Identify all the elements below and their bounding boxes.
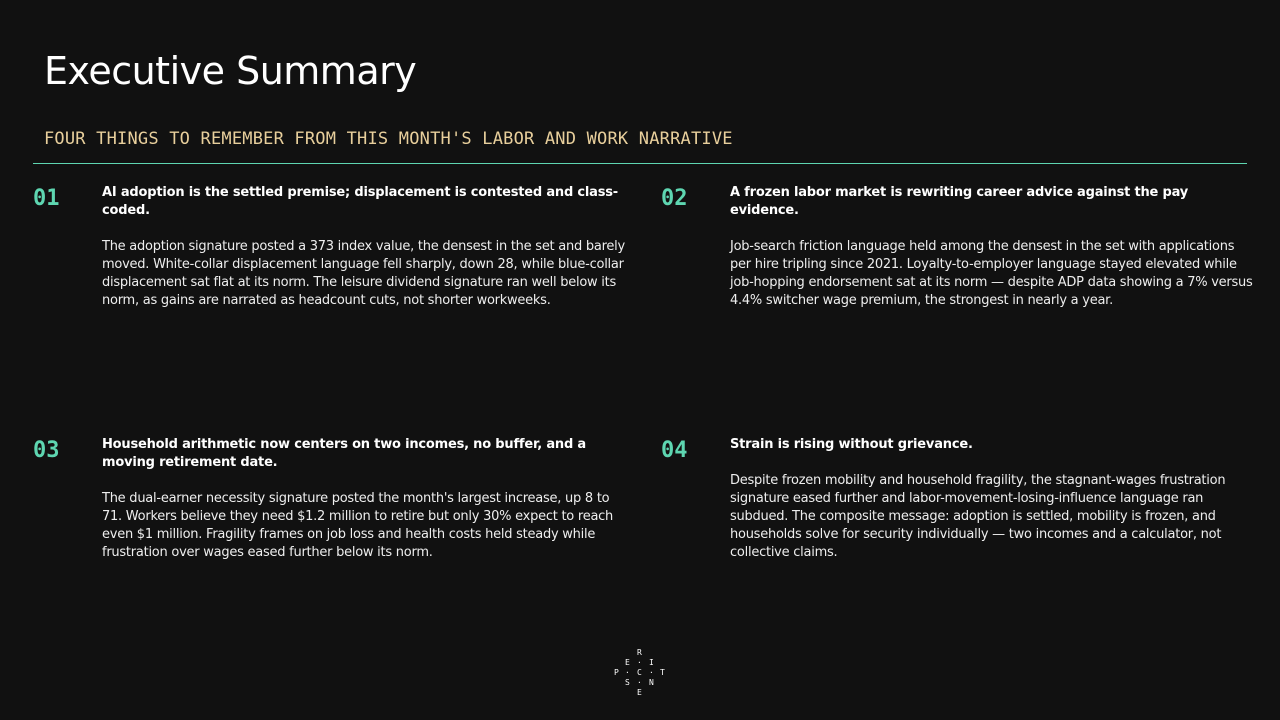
item-number: 02: [661, 186, 688, 211]
page-subtitle: FOUR THINGS TO REMEMBER FROM THIS MONTH'S LABOR AND WORK NARRATIVE: [44, 129, 733, 149]
logo-letter: R: [637, 648, 642, 657]
item-text: Despite frozen mobility and household fragility, the stagnant-wages frustration signature eased further and labor-movement-losing-influence language ran subdued. The composite message: adoption is settled, mobility is frozen, and households solve for security individually — two incomes and a calculator, not collective claims.: [730, 473, 1226, 560]
item-heading: Strain is rising without grievance.: [730, 437, 973, 452]
item-heading: Household arithmetic now centers on two incomes, no buffer, and a moving retirement date.: [102, 437, 586, 470]
item-number: 04: [661, 438, 688, 463]
logo-letter: E: [625, 658, 630, 667]
item-heading: AI adoption is the settled premise; displacement is contested and class-coded.: [102, 185, 618, 218]
item-body: [730, 184, 1255, 310]
logo-letter: C: [637, 668, 642, 677]
logo-letter: P: [614, 668, 619, 677]
item-text: The adoption signature posted a 373 index value, the densest in the set and barely moved. White-collar displacement language fell sharply, down 28, while blue-collar displacement sat flat at its norm. The leisure dividend signature ran well below its norm, as gains are narrated as headcount cuts, not shorter workweeks.: [102, 239, 625, 308]
brand-logo: R E · I P · C · T S · N E: [614, 648, 665, 697]
logo-letter: T: [660, 668, 665, 677]
item-number: 01: [33, 186, 60, 211]
item-text: The dual-earner necessity signature posted the month's largest increase, up 8 to 71. Workers believe they need $1.2 million to retire but only 30% expect to reach even $1 million. Fragility frames on job loss and health costs held steady while frustration over wages eased further below its norm.: [102, 491, 614, 560]
item-text: Job-search friction language held among the densest in the set with applications per hire tripling since 2021. Loyalty-to-employer language stayed elevated while job-hopping endorsement sat at its norm — despite ADP data showing a 7% versus 4.4% switcher wage premium, the strongest in nearly a year.: [730, 239, 1253, 308]
item-heading: A frozen labor market is rewriting career advice against the pay evidence.: [730, 185, 1189, 218]
logo-letter: I: [649, 658, 654, 667]
item-body: [102, 184, 627, 310]
page-title: Executive Summary: [44, 49, 417, 93]
item-number: 03: [33, 438, 60, 463]
logo-letter: E: [637, 688, 642, 697]
divider-line: [33, 163, 1247, 164]
logo-letter: S: [625, 678, 630, 687]
logo-letter: N: [649, 678, 654, 687]
item-body: [730, 436, 1255, 562]
item-body: [102, 436, 627, 562]
